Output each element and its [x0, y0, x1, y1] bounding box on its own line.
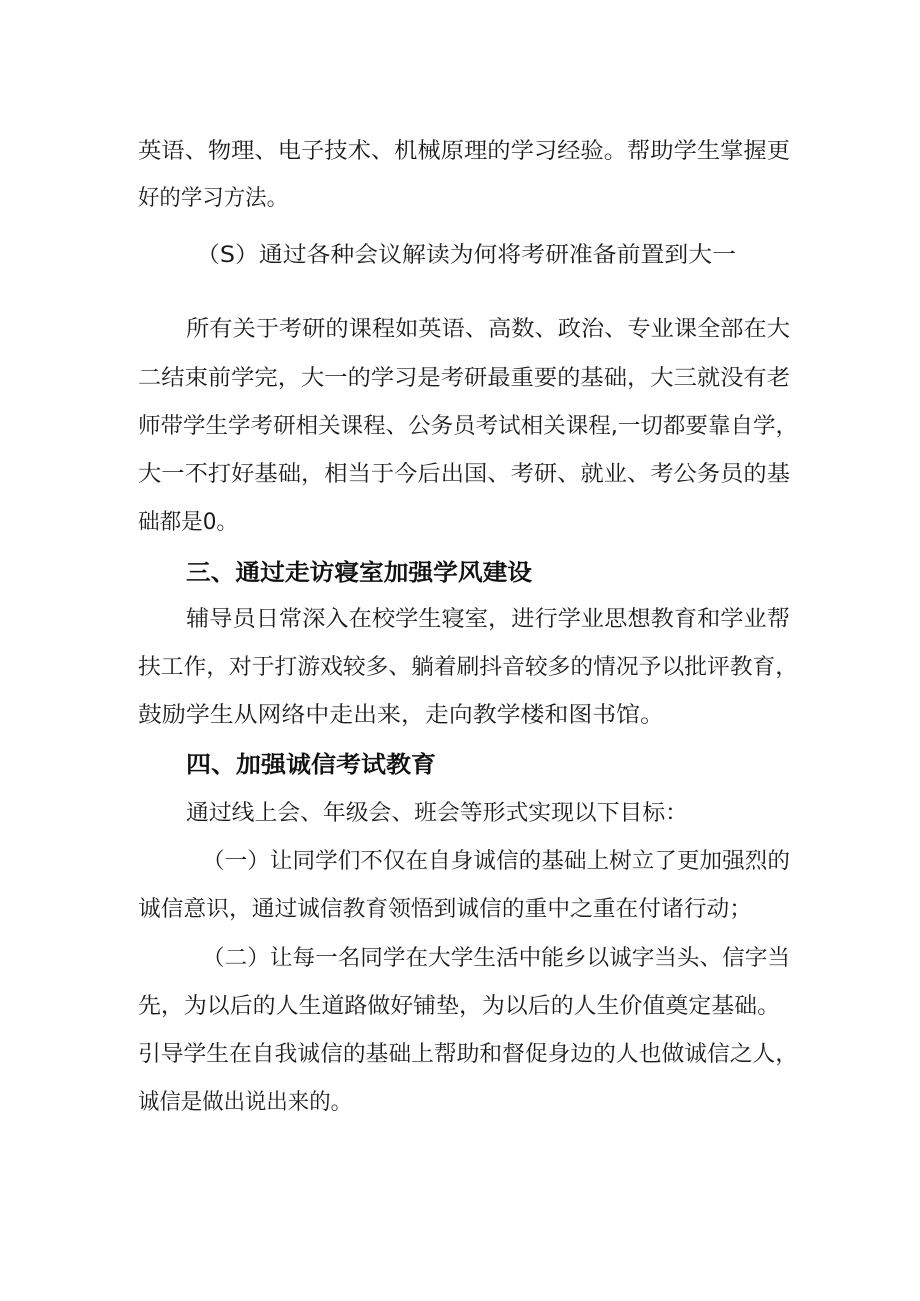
paragraph-line: [0, 134, 920, 170]
list-item-line: [0, 1085, 920, 1121]
paragraph-line: [0, 505, 920, 541]
list-item-text: 引导学生在自我诚信的基础上帮助和督促身边的人也做诚信之人，: [138, 1042, 799, 1067]
paragraph-text: 英语、物理、电子技术、机械原理的学习经验。帮助学生掌握更: [138, 139, 791, 164]
paragraph-text: 所有关于考研的课程如英语、高数、政治、专业课全部在大: [186, 317, 791, 342]
paragraph-line: [0, 457, 920, 493]
subheading-text: （S）通过各种会议解读为何将考研准备前置到大一: [196, 243, 736, 268]
paragraph-text: 通过线上会、年级会、班会等形式实现以下目标：: [186, 801, 689, 826]
paragraph-line: [0, 698, 920, 734]
list-item-text: 诚信意识，通过诚信教育领悟到诚信的重中之重在付诸行动；: [138, 897, 753, 922]
section-heading-text: 三、通过走访寝室加强学风建设: [186, 560, 532, 586]
list-item-text: 先，为以后的人生道路做好铺垫，为以后的人生价值奠定基础。: [138, 994, 781, 1019]
paragraph-line: [0, 361, 920, 397]
list-item-text: （二）让每一名同学在大学生活中能乡以诚字当头、信字当: [202, 946, 791, 971]
paragraph-line: [0, 796, 920, 832]
paragraph-text: 师带学生学考研相关课程、公务员考试相关课程,一切都要靠自学，: [138, 414, 798, 439]
section-heading: [0, 747, 920, 783]
paragraph-line: [0, 602, 920, 638]
list-item-line: [0, 1037, 920, 1073]
paragraph-line: [0, 181, 920, 217]
paragraph-text: 二结束前学完，大一的学习是考研最重要的基础，大三就没有老: [138, 366, 791, 391]
paragraph-text: 鼓励学生从网络中走出来，走向教学楼和图书馆。: [138, 703, 665, 728]
list-item-text: （一）让同学们不仅在自身诚信的基础上树立了更加强烈的: [202, 849, 791, 874]
paragraph-text: 扶工作，对于打游戏较多、躺着刷抖音较多的情况予以批评教育，: [138, 655, 799, 680]
section-heading-text: 四、加强诚信考试教育: [186, 752, 436, 778]
subheading: [0, 238, 920, 274]
section-heading: [0, 555, 920, 591]
list-item-text: 诚信是做出说出来的。: [138, 1090, 353, 1115]
paragraph-line: [0, 409, 920, 445]
list-item-line: [0, 941, 920, 977]
paragraph-text: 大一不打好基础，相当于今后出国、考研、就业、考公务员的基: [138, 462, 791, 487]
paragraph-line: [0, 650, 920, 686]
paragraph-text: 好的学习方法。: [138, 186, 289, 211]
list-item-line: [0, 844, 920, 880]
paragraph-text: 辅导员日常深入在校学生寝室，进行学业思想教育和学业帮: [186, 607, 791, 632]
list-item-line: [0, 892, 920, 928]
list-item-line: [0, 989, 920, 1025]
paragraph-line: [0, 312, 920, 348]
paragraph-text: 础都是0。: [138, 510, 238, 535]
